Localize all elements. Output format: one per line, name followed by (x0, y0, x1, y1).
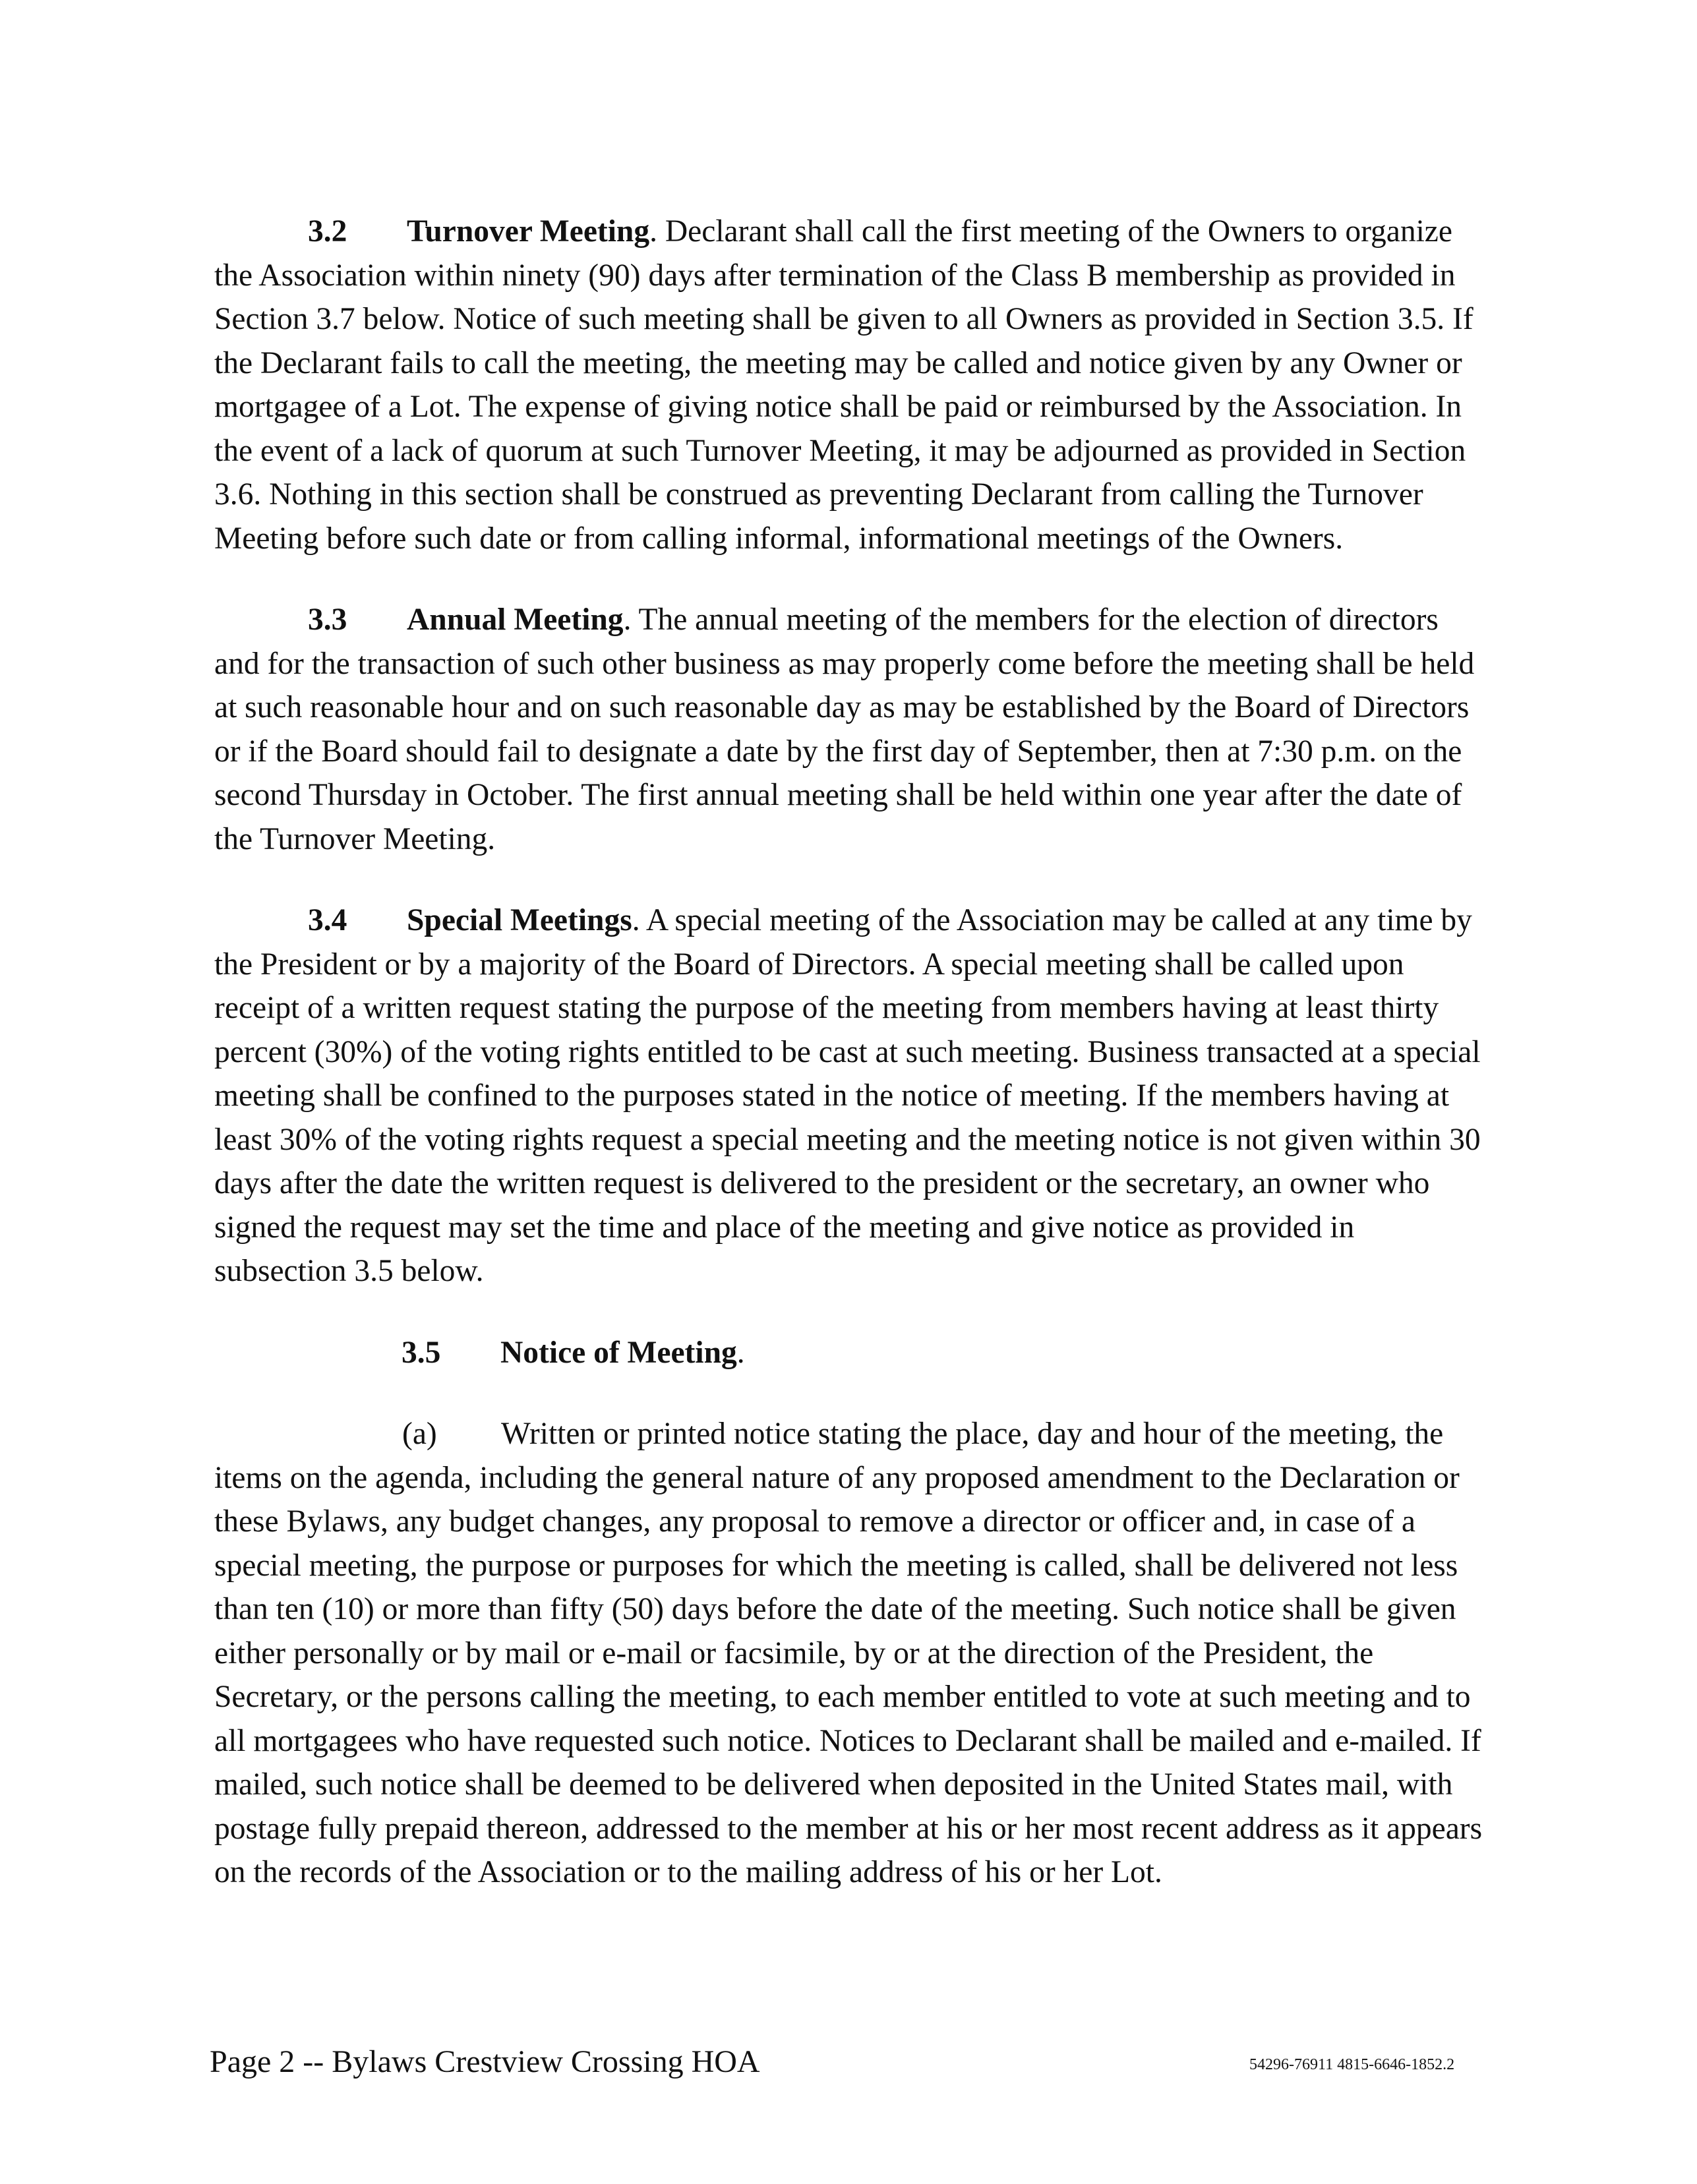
section-title: Notice of Meeting (500, 1335, 737, 1370)
section-title: Turnover Meeting (407, 214, 650, 249)
section-text: . Declarant shall call the first meeting of the Owners to organize the Association within ninety (90) days after termination of the Class B membership as provided in Section 3.7 below. Notice of such meeting shall be given to all Owners as provided in Section 3.5. If the Declarant fails to call the meeting, the meeting may be called and notice given by any Owner or mortgagee of a Lot. The expense of giving notice shall be paid or reimbursed by the Association. In the event of a lack of quorum at such Turnover Meeting, it may be adjourned as provided in Section 3.6. Nothing in this section shall be construed as preventing Declarant from calling the Turnover Meeting before such date or from calling informal, informational meetings of the Owners. (214, 214, 1474, 556)
subsection-a (214, 1412, 1490, 1895)
section-text: . A special meeting of the Association may be called at any time by the President or by a majority of the Board of Directors. A special meeting shall be called upon receipt of a written request stating the purpose of the meeting from members having at least thirty percent (30%) of the voting rights entitled to be cast at such meeting. Business transacted at a special meeting shall be confined to the purposes stated in the notice of meeting. If the members having at least 30% of the voting rights request a special meeting and the meeting notice is not given within 30 days after the date the written request is delivered to the president or the secretary, an owner who signed the request may set the time and place of the meeting and give notice as provided in subsection 3.5 below. (214, 903, 1481, 1288)
subsection-label: (a) (402, 1417, 437, 1451)
section-title: Annual Meeting (407, 603, 624, 637)
section-3-2 (214, 210, 1490, 560)
document-body (214, 210, 1490, 1895)
footer-page-title: Page 2 -- Bylaws Crestview Crossing HOA (210, 2044, 760, 2079)
section-number: 3.4 (308, 903, 347, 937)
section-title: Special Meetings (407, 903, 632, 937)
section-number: 3.3 (308, 603, 347, 637)
section-text: . The annual meeting of the members for the election of directors and for the transaction of such other business as may properly come before the meeting shall be held at such reasonable hour and on such reasonable day as may be established by the Board of Directors or if the Board should fail to designate a date by the first day of September, then at 7:30 p.m. on the second Thursday in October. The first annual meeting shall be held within one year after the date of the Turnover Meeting. (214, 603, 1475, 856)
section-3-5 (214, 1331, 1490, 1375)
footer-document-id: 54296-76911 4815-6646-1852.2 (1249, 2056, 1455, 2073)
section-number: 3.2 (308, 214, 347, 249)
section-3-3 (214, 598, 1490, 861)
subsection-text: Written or printed notice stating the place, day and hour of the meeting, the items on the agenda, including the general nature of any proposed amendment to the Declaration or these Bylaws, any budget changes, any proposal to remove a director or officer and, in case of a special meeting, the purpose or purposes for which the meeting is called, shall be delivered not less than ten (10) or more than fifty (50) days before the date of the meeting. Such notice shall be given either personally or by mail or e-mail or facsimile, by or at the direction of the President, the Secretary, or the persons calling the meeting, to each member entitled to vote at such meeting and to all mortgagees who have requested such notice. Notices to Declarant shall be mailed and e-mailed. If mailed, such notice shall be deemed to be delivered when deposited in the United States mail, with postage fully prepaid thereon, addressed to the member at his or her most recent address as it appears on the records of the Association or to the mailing address of his or her Lot. (214, 1417, 1483, 1889)
section-text: . (736, 1335, 745, 1370)
section-number: 3.5 (402, 1335, 441, 1370)
section-3-4 (214, 899, 1490, 1293)
